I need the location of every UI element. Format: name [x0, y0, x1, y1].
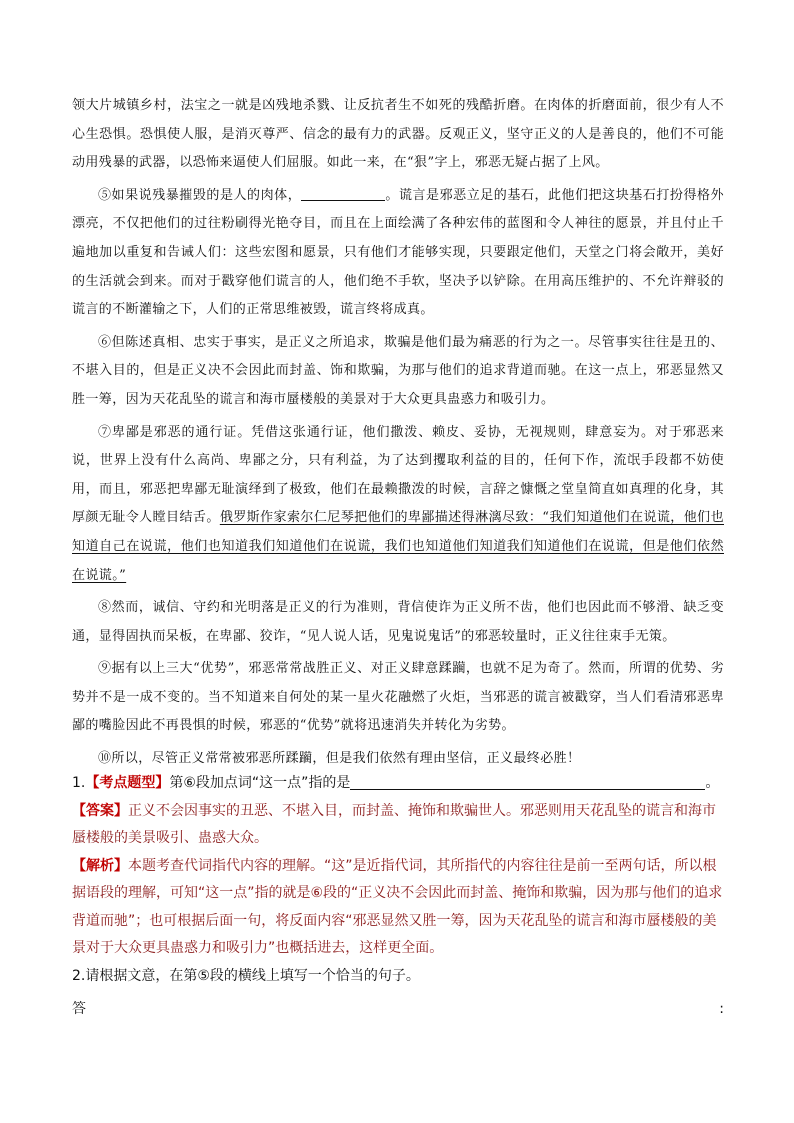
paragraph-7-text: ⑦卑鄙是邪恶的通行证。凭借这张通行证，他们撒泼、赖皮、妥协，无视规则，肆意妄为。对于邪恶来说，世界上没有什么高尚、卑鄙之分，只有利益，为了达到攫取利益的目的，任何下作，流氓手段都不妨使用，而且，邪恶把卑鄙无耻演绎到了极致，他们在最赖撒泼的时候，言辞之慷慨之堂皇简直如真理的化身，其厚颜无耻令人瞠目结舌。	[72, 424, 724, 526]
paragraph-5-rest: 。谎言是邪恶立足的基石，此他们把这块基石打扮得格外漂亮，不仅把他们的过往粉刷得光艳夺目，而且在上面绘满了各种宏伟的蓝图和令人神往的愿景，并且付止千遍地加以重复和告诫人们：这些宏图和愿景，只有他们才能够实现，只要跟定他们，天堂之门将会敞开，美好的生活就会到来。而对于戳穿他们谎言的人，他们绝不手软，坚决予以铲除。在用高压维护的、不允许辩驳的谎言的不断灌输之下，人们的正常思维被毁，谎言终将成真。	[72, 187, 724, 318]
answer-label: 答	[72, 1001, 86, 1017]
reading-passage	[72, 92, 724, 778]
question-section	[72, 770, 724, 1024]
paragraph-10: ⑩所以，尽管正义常常被邪恶所蹂躏，但是我们依然有理由坚信，正义最终必胜！	[98, 751, 581, 767]
answer-line	[72, 996, 724, 1024]
answer-text: 正义不会因事实的丑恶、不堪入目，而封盖、掩饰和欺骗世人。邪恶则用天花乱坠的谎言和海市蜃楼般的美景吸引、蛊惑大众。	[72, 802, 716, 846]
underlined-quote: 俄罗斯作家索尔仁尼琴把他们的卑鄙描述得淋漓尽致：“我们知道他们在说谎，他们也知道自己在说谎，他们也知道我们知道他们在说谎，我们也知道他们知道我们知道他们在说谎，但是他们依然在说谎。”	[72, 510, 724, 583]
paragraph-6: ⑥但陈述真相、忠实于事实，是正义之所追求，欺骗是他们最为痛恶的行为之一。尽管事实往往是丑的、不堪入目的，但是正义决不会因此而封盖、饰和欺骗，为那与他们的追求背道而驰。在这一点上，邪恶显然又胜一筹，因为天花乱坠的谎言和海市蜃楼般的美景对于大众更具蛊惑力和吸引力。	[72, 334, 724, 407]
question-1-text: 第⑥段加点词“这一点”指的是	[169, 775, 351, 791]
paragraph-7	[72, 419, 724, 591]
question-2: 2.请根据文意，在第⑤段的横线上填写一个恰当的句子。	[72, 967, 420, 984]
answer-tag: 【答案】	[72, 802, 128, 819]
answer-block	[72, 798, 724, 853]
fill-in-blank	[301, 186, 385, 201]
paragraph-9: ⑨据有以上三大“优势”，邪恶常常战胜正义、对正义肆意蹂躏，也就不足为奇了。然而，所谓的优势、劣势并不是一成不变的。当不知道来自何处的某一星火花融燃了火炬，当邪恶的谎言被戳穿，当人们看清邪恶卑鄙的嘴脸因此不再畏惧的时候，邪恶的“优势”就将迅速消失并转化为劣势。	[72, 661, 724, 734]
paragraph-5	[72, 182, 724, 325]
question-1-number: 1.	[72, 775, 86, 791]
question-type-tag: 【考点题型】	[85, 775, 170, 791]
analysis-text: 本题考查代词指代内容的理解。“这”是近指代词，其所指代的内容往往是前一至两句话，所以根据语段的理解，可知“这一点”指的就是⑥段的“正义决不会因此而封盖、掩饰和欺骗，因为那与他们的追求背道而驰”；也可根据后面一句，将反面内容“邪恶显然又胜一筹，因为天花乱坠的谎言和海市蜃楼般的美景对于大众更具蛊惑力和吸引力”也概括进去，这样更全面。	[72, 857, 723, 956]
paragraph-5-start: ⑤如果说残暴摧毁的是人的肉体，	[98, 187, 302, 203]
paragraph-8: ⑧然而，诚信、守约和光明落是正义的行为准则，背信使诈为正义所不齿，他们也因此而不够滑、缺乏变通，显得固执而呆板，在卑鄙、狡诈，“见人说人话，见鬼说鬼话”的邪恶较量时，正义往往束手无策。	[72, 600, 724, 644]
question-1-end: 。	[705, 775, 720, 791]
question-1	[72, 770, 724, 798]
answer-blank	[350, 773, 705, 790]
answer-colon: :	[719, 1001, 724, 1017]
analysis-block	[72, 853, 724, 963]
paragraph-continued: 领大片城镇乡村，法宝之一就是凶残地杀戮、让反抗者生不如死的残酷折磨。在肉体的折磨面前，很少有人不心生恐惧。恐惧使人服，是消灭尊严、信念的最有力的武器。反观正义，坚守正义的人是善良的，他们不可能动用残暴的武器，以恐怖来逼使人们屈服。如此一来，在“狠”字上，邪恶无疑占据了上风。	[72, 98, 724, 171]
analysis-tag: 【解析】	[72, 857, 128, 874]
